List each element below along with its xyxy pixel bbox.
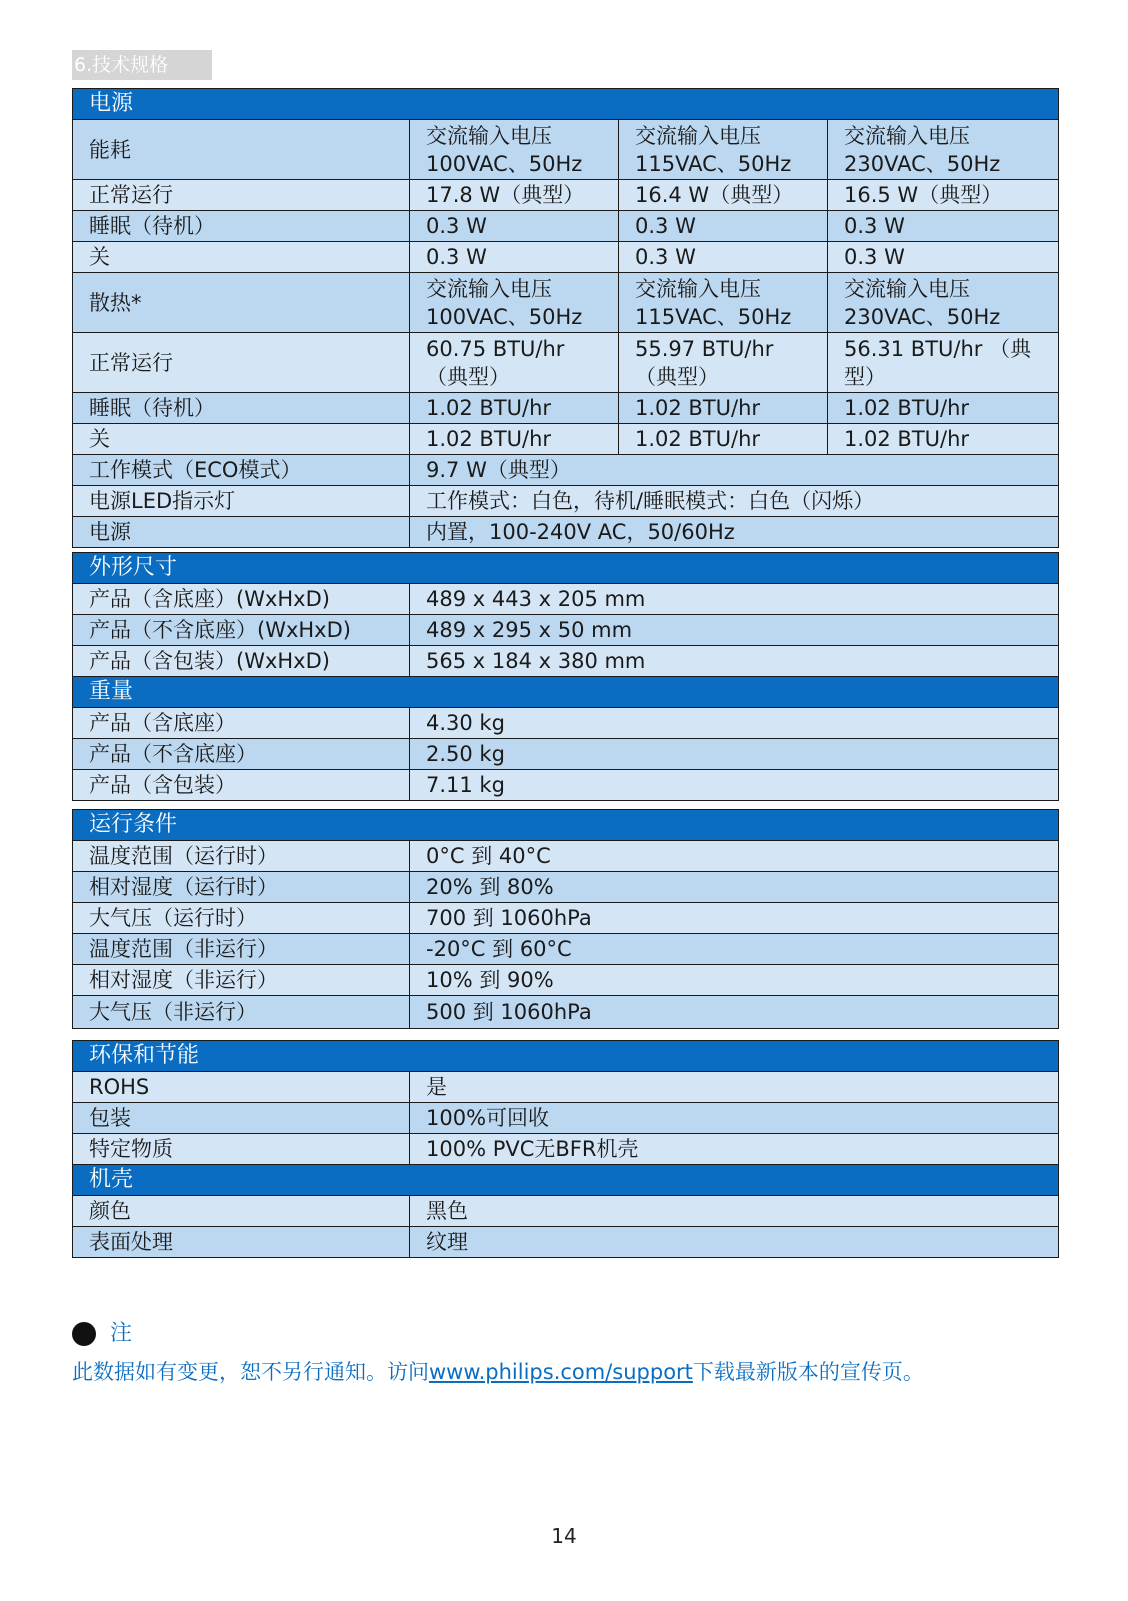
note-text-after: 下载最新版本的宣传页。: [692, 1360, 924, 1384]
row-label: 关: [73, 424, 410, 455]
row-label: 睡眠（待机）: [73, 211, 410, 242]
row-value: 565 x 184 x 380 mm: [410, 646, 1059, 677]
row-value: 7.11 kg: [410, 770, 1059, 801]
row-value: 20% 到 80%: [410, 872, 1059, 903]
row-value: 0.3 W: [828, 242, 1059, 273]
row-value: 700 到 1060hPa: [410, 903, 1059, 934]
row-label: 特定物质: [73, 1134, 410, 1165]
consumption-col-100: 交流输入电压 100VAC、50Hz: [410, 120, 619, 180]
consumption-label: 能耗: [73, 120, 410, 180]
row-label: 温度范围（运行时）: [73, 841, 410, 872]
consumption-col-115: 交流输入电压 115VAC、50Hz: [619, 120, 828, 180]
weight-header: 重量: [73, 677, 1059, 708]
row-value: 1.02 BTU/hr: [410, 424, 619, 455]
heat-col-100: 交流输入电压 100VAC、50Hz: [410, 273, 619, 333]
row-label: 颜色: [73, 1196, 410, 1227]
row-value: 1.02 BTU/hr: [828, 424, 1059, 455]
power-table: [72, 88, 1059, 548]
row-value: 100%可回收: [410, 1103, 1059, 1134]
row-value: 489 x 295 x 50 mm: [410, 615, 1059, 646]
dimensions-header: 外形尺寸: [73, 553, 1059, 584]
row-value: 4.30 kg: [410, 708, 1059, 739]
support-link[interactable]: www.philips.com/support: [429, 1360, 693, 1384]
note-title: 注: [110, 1321, 133, 1346]
row-value: 内置，100-240V AC，50/60Hz: [410, 517, 1059, 548]
conditions-table: [72, 809, 1059, 1029]
row-value: 是: [410, 1072, 1059, 1103]
row-value: 9.7 W（典型）: [410, 455, 1059, 486]
row-value: 1.02 BTU/hr: [619, 393, 828, 424]
heat-col-115: 交流输入电压 115VAC、50Hz: [619, 273, 828, 333]
row-value: 500 到 1060hPa: [410, 996, 1059, 1029]
consumption-col-230: 交流输入电压 230VAC、50Hz: [828, 120, 1059, 180]
row-label: 包装: [73, 1103, 410, 1134]
row-label: 大气压（运行时）: [73, 903, 410, 934]
row-label: 工作模式（ECO模式）: [73, 455, 410, 486]
row-value: 0.3 W: [828, 211, 1059, 242]
row-value: 2.50 kg: [410, 739, 1059, 770]
page-number: 14: [551, 1524, 577, 1548]
row-value: 1.02 BTU/hr: [410, 393, 619, 424]
note-text-before: 此数据如有变更，恕不另行通知。访问: [72, 1360, 429, 1384]
row-value: 55.97 BTU/hr （典型）: [619, 333, 828, 393]
row-label: 产品（含底座）(WxHxD): [73, 584, 410, 615]
row-label: 产品（含底座）: [73, 708, 410, 739]
row-value: 489 x 443 x 205 mm: [410, 584, 1059, 615]
row-value: 0.3 W: [619, 242, 828, 273]
row-value: 0.3 W: [410, 211, 619, 242]
row-value: 纹理: [410, 1227, 1059, 1258]
row-value: 1.02 BTU/hr: [828, 393, 1059, 424]
row-label: 关: [73, 242, 410, 273]
row-value: 0.3 W: [410, 242, 619, 273]
row-value: 60.75 BTU/hr （典型）: [410, 333, 619, 393]
row-label: 表面处理: [73, 1227, 410, 1258]
row-value: 16.5 W（典型）: [828, 180, 1059, 211]
row-label: 正常运行: [73, 180, 410, 211]
row-value: 1.02 BTU/hr: [619, 424, 828, 455]
note-bullet-icon: [72, 1322, 96, 1346]
row-value: 56.31 BTU/hr （典型）: [828, 333, 1059, 393]
row-label: 产品（不含底座）(WxHxD): [73, 615, 410, 646]
row-label: 产品（含包装）: [73, 770, 410, 801]
row-label: 相对湿度（非运行）: [73, 965, 410, 996]
row-value: 工作模式：白色，待机/睡眠模式：白色（闪烁）: [410, 486, 1059, 517]
power-header: 电源: [73, 89, 1059, 120]
note-text: [72, 1356, 924, 1386]
conditions-header: 运行条件: [73, 810, 1059, 841]
eco-header: 环保和节能: [73, 1041, 1059, 1072]
row-label: ROHS: [73, 1072, 410, 1103]
section-tag: 6.技术规格: [72, 50, 212, 80]
heat-col-230: 交流输入电压 230VAC、50Hz: [828, 273, 1059, 333]
heat-label: 散热*: [73, 273, 410, 333]
row-value: 16.4 W（典型）: [619, 180, 828, 211]
row-label: 温度范围（非运行）: [73, 934, 410, 965]
row-label: 电源: [73, 517, 410, 548]
row-value: 黑色: [410, 1196, 1059, 1227]
row-label: 相对湿度（运行时）: [73, 872, 410, 903]
row-label: 大气压（非运行）: [73, 996, 410, 1029]
row-value: -20°C 到 60°C: [410, 934, 1059, 965]
row-label: 电源LED指示灯: [73, 486, 410, 517]
row-value: 0°C 到 40°C: [410, 841, 1059, 872]
cabinet-header: 机壳: [73, 1165, 1059, 1196]
dimensions-weight-table: [72, 552, 1059, 801]
row-value: 0.3 W: [619, 211, 828, 242]
row-label: 产品（不含底座）: [73, 739, 410, 770]
row-value: 10% 到 90%: [410, 965, 1059, 996]
row-label: 睡眠（待机）: [73, 393, 410, 424]
eco-cabinet-table: [72, 1040, 1059, 1258]
row-label: 正常运行: [73, 333, 410, 393]
row-label: 产品（含包装）(WxHxD): [73, 646, 410, 677]
row-value: 100% PVC无BFR机壳: [410, 1134, 1059, 1165]
row-value: 17.8 W（典型）: [410, 180, 619, 211]
